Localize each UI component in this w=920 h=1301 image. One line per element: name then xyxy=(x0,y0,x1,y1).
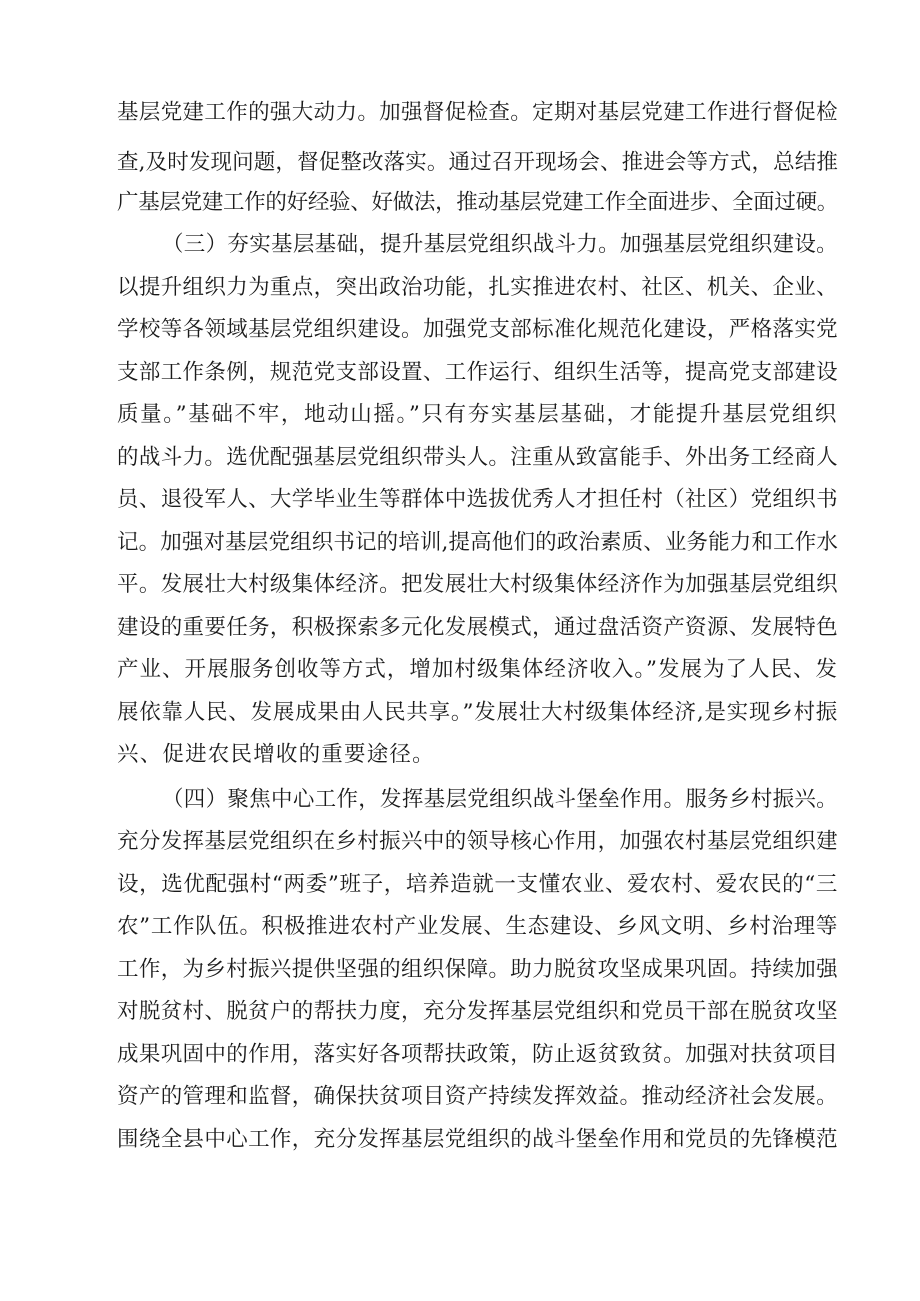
line-text: 对脱贫村、脱贫户的帮扶力度，充分发挥基层党组织和党员干部在脱贫攻坚 xyxy=(117,999,838,1024)
text-line xyxy=(0,992,920,1032)
paragraph-first-line xyxy=(0,225,920,265)
text-line xyxy=(0,268,920,308)
text-line xyxy=(0,1035,920,1075)
line-text: 展依靠人民、发展成果由人民共享。”发展壮大村级集体经济,是实现乡村振 xyxy=(117,700,838,725)
text-line xyxy=(0,183,920,223)
text-line xyxy=(0,565,920,605)
line-text: 员、退役军人、大学毕业生等群体中选拔优秀人才担任村（社区）党组织书 xyxy=(117,487,838,512)
line-text: 支部工作条例，规范党支部设置、工作运行、组织生活等，提高党支部建设 xyxy=(117,360,838,385)
text-line xyxy=(0,523,920,563)
text-line xyxy=(0,650,920,690)
text-line xyxy=(0,822,920,862)
text-line xyxy=(0,438,920,478)
line-text: 兴、促进农民增收的重要途径。 xyxy=(117,742,435,767)
text-line xyxy=(0,93,920,133)
text-line xyxy=(0,950,920,990)
line-text: 充分发挥基层党组织在乡村振兴中的领导核心作用，加强农村基层党组织建 xyxy=(117,829,838,854)
line-text: 的战斗力。选优配强基层党组织带头人。注重从致富能手、外出务工经商人 xyxy=(117,445,838,470)
text-line xyxy=(0,353,920,393)
text-line xyxy=(0,865,920,905)
line-text: 平。发展壮大村级集体经济。把发展壮大村级集体经济作为加强基层党组织 xyxy=(117,572,838,597)
line-text: 质量。”基础不牢，地动山摇。”只有夯实基层基础，才能提升基层党组织 xyxy=(117,402,838,427)
text-line xyxy=(0,693,920,733)
line-text: 农”工作队伍。积极推进农村产业发展、生态建设、乡风文明、乡村治理等 xyxy=(117,914,839,939)
text-line xyxy=(0,1077,920,1117)
line-text: 基层党建工作的强大动力。加强督促检查。定期对基层党建工作进行督促检 xyxy=(117,100,838,125)
text-line xyxy=(0,608,920,648)
line-text: 以提升组织力为重点，突出政治功能，扎实推进农村、社区、机关、企业、 xyxy=(117,275,838,300)
line-text: 建设的重要任务，积极探索多元化发展模式，通过盘活资产资源、发展特色 xyxy=(117,615,838,640)
line-text: 资产的管理和监督，确保扶贫项目资产持续发挥效益。推动经济社会发展。 xyxy=(117,1084,838,1109)
line-text: 查,及时发现问题，督促整改落实。通过召开现场会、推进会等方式，总结推 xyxy=(117,150,838,175)
line-text: 广基层党建工作的好经验、好做法，推动基层党建工作全面进步、全面过硬。 xyxy=(117,190,838,215)
line-text: 工作，为乡村振兴提供坚强的组织保障。助力脱贫攻坚成果巩固。持续加强 xyxy=(117,957,838,982)
paragraph-first-line xyxy=(0,780,920,820)
text-line xyxy=(0,143,920,183)
line-text: 学校等各领域基层党组织建设。加强党支部标准化规范化建设，严格落实党 xyxy=(117,317,838,342)
line-text: （四）聚焦中心工作，发挥基层党组织战斗堡垒作用。服务乡村振兴。 xyxy=(162,787,838,812)
line-text: 记。加强对基层党组织书记的培训,提高他们的政治素质、业务能力和工作水 xyxy=(117,530,838,555)
line-text: 设，选优配强村“两委”班子，培养造就一支懂农业、爱农村、爱农民的“三 xyxy=(117,872,838,897)
line-text: 成果巩固中的作用，落实好各项帮扶政策，防止返贫致贫。加强对扶贫项目 xyxy=(117,1042,838,1067)
line-text: （三）夯实基层基础，提升基层党组织战斗力。加强基层党组织建设。 xyxy=(162,232,838,257)
text-line xyxy=(0,1120,920,1160)
text-line xyxy=(0,480,920,520)
text-line xyxy=(0,310,920,350)
line-text: 产业、开展服务创收等方式，增加村级集体经济收入。”发展为了人民、发 xyxy=(117,657,838,682)
text-line xyxy=(0,907,920,947)
line-text: 围绕全县中心工作，充分发挥基层党组织的战斗堡垒作用和党员的先锋模范 xyxy=(117,1127,838,1152)
text-line xyxy=(0,395,920,435)
text-line xyxy=(0,735,920,775)
